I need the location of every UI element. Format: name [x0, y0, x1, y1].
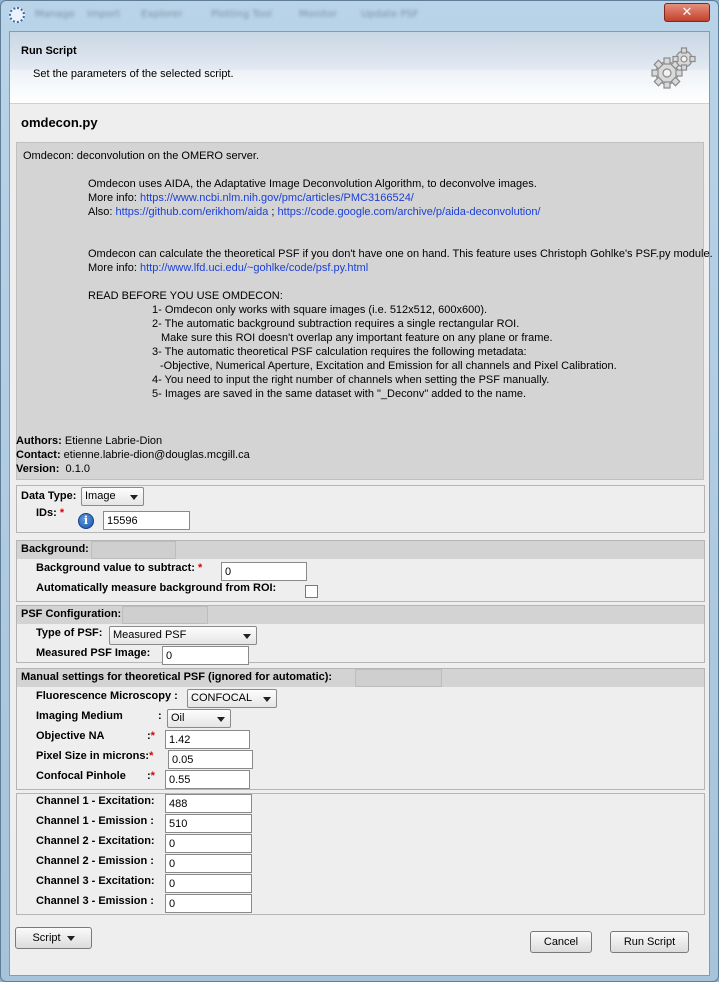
description-text: 5- Images are saved in the same dataset with "_Deconv" added to the name. [152, 388, 527, 400]
psf-title: PSF Configuration: [21, 608, 122, 620]
contact-value: etienne.labrie-dion@douglas.mcgill.ca [63, 449, 250, 461]
gears-icon [650, 46, 698, 90]
psf-header [17, 606, 704, 624]
section-tab [91, 541, 176, 559]
channel-label: Channel 1 - Excitation: [36, 795, 155, 807]
chevron-down-icon [263, 697, 271, 702]
pinhole-label: Confocal Pinhole [36, 770, 126, 782]
section-tab [355, 669, 442, 687]
psf-image-input[interactable]: 0 [162, 646, 249, 665]
dialog-subtitle: Set the parameters of the selected script. [33, 68, 234, 80]
chevron-down-icon [130, 495, 138, 500]
auto-background-checkbox[interactable] [305, 585, 318, 598]
channel-input[interactable]: 0 [165, 894, 252, 913]
objective-na-label: Objective NA [36, 730, 105, 742]
pinhole-colon [147, 770, 155, 782]
dialog-title: Run Script [21, 45, 77, 57]
psf-link[interactable]: http://www.lfd.uci.edu/~gohlke/code/psf.py.html [139, 262, 369, 274]
description-text: -Objective, Numerical Aperture, Excitation and Emission for all channels and Pixel Calibration. [160, 360, 617, 372]
required-marker: * [197, 562, 203, 574]
app-icon [9, 7, 25, 23]
version-label: Version: [16, 463, 60, 475]
ncbi-link[interactable]: https://www.ncbi.nlm.nih.gov/pmc/articles/PMC3166524/ [139, 192, 414, 204]
objective-na-input[interactable]: 1.42 [165, 730, 250, 749]
ids-label-text: IDs: [36, 507, 57, 519]
channel-input[interactable]: 488 [165, 794, 252, 813]
google-code-link[interactable]: https://code.google.com/archive/p/aida-deconvolution/ [277, 206, 541, 218]
blurred-tab: Import [87, 9, 121, 20]
description-text [88, 192, 414, 204]
description-text: ; [268, 206, 278, 218]
background-value-input[interactable]: 0 [221, 562, 307, 581]
required-marker: * [59, 507, 65, 519]
data-type-select[interactable] [81, 487, 144, 506]
channel-label: Channel 1 - Emission : [36, 815, 154, 827]
chevron-down-icon [243, 634, 251, 639]
background-value-label [36, 562, 202, 574]
authors-line [16, 435, 162, 447]
ids-input[interactable]: 15596 [103, 511, 190, 530]
psf-type-select[interactable] [109, 626, 257, 645]
title-bar [1, 1, 718, 29]
psf-type-label: Type of PSF: [36, 627, 103, 639]
description-text: Omdecon: deconvolution on the OMERO server. [23, 150, 260, 162]
close-button[interactable]: ✕ [664, 3, 710, 22]
description-text: Omdecon uses AIDA, the Adaptative Image Deconvolution Algorithm, to deconvolve images. [88, 178, 537, 190]
description-text: More info: [88, 262, 140, 274]
manual-psf-section [16, 668, 705, 790]
description-text: 4- You need to input the right number of channels when setting the PSF manually. [152, 374, 550, 386]
header-band [10, 32, 709, 70]
version-value: 0.1.0 [65, 463, 90, 475]
run-script-button[interactable]: Run Script [610, 931, 689, 953]
medium-label: Imaging Medium [36, 710, 123, 722]
description-text: Omdecon can calculate the theoretical PSF if you don't have one on hand. This feature uses Christoph Gohlke's PSF.py module. [88, 248, 713, 260]
auto-background-label: Automatically measure background from ROI: [36, 582, 277, 594]
pinhole-input[interactable]: 0.55 [165, 770, 250, 789]
description-text [88, 206, 541, 218]
objective-na-colon [147, 730, 155, 742]
pixel-size-label-text: Pixel Size in microns: [36, 750, 150, 762]
required-marker: * [150, 730, 155, 742]
medium-select[interactable] [167, 709, 231, 728]
background-title: Background: [21, 543, 89, 555]
data-type-value: Image [85, 490, 116, 502]
blurred-tab: Explorer [141, 9, 183, 20]
pixel-size-label [36, 750, 153, 762]
info-icon[interactable]: i [78, 513, 94, 529]
script-description [16, 142, 713, 480]
psf-image-label: Measured PSF Image: [36, 647, 151, 659]
script-button-label: Script [32, 932, 61, 944]
manual-header [17, 669, 704, 687]
description-text: Make sure this ROI doesn't overlap any important feature on any plane or frame. [161, 332, 553, 344]
required-marker: * [149, 750, 154, 762]
chevron-down-icon [217, 717, 225, 722]
medium-colon: : [158, 710, 162, 722]
description-text [88, 262, 368, 274]
medium-value: Oil [171, 712, 185, 724]
authors-value: Etienne Labrie-Dion [64, 435, 163, 447]
description-text: Also: [88, 206, 116, 218]
chevron-down-icon [67, 936, 75, 941]
data-type-section [16, 485, 705, 533]
channel-label: Channel 2 - Emission : [36, 855, 154, 867]
channel-input[interactable]: 0 [165, 874, 252, 893]
channel-label: Channel 2 - Excitation: [36, 835, 155, 847]
description-text: More info: [88, 192, 140, 204]
psf-section [16, 605, 705, 663]
background-header [17, 541, 704, 559]
blurred-tab: Monitor [299, 9, 338, 20]
microscopy-select[interactable] [187, 689, 277, 708]
manual-title: Manual settings for theoretical PSF (ignored for automatic): [21, 671, 333, 683]
psf-type-value: Measured PSF [113, 629, 187, 641]
cancel-button[interactable]: Cancel [530, 931, 592, 953]
script-metadata [16, 435, 704, 481]
dialog-content [9, 31, 713, 976]
channel-label: Channel 3 - Excitation: [36, 875, 155, 887]
authors-label: Authors: [16, 435, 62, 447]
channel-input[interactable]: 0 [165, 834, 252, 853]
script-name: omdecon.py [21, 115, 98, 130]
description-text: 2- The automatic background subtraction requires a single rectangular ROI. [152, 318, 520, 330]
channel-label: Channel 3 - Emission : [36, 895, 154, 907]
blurred-tab: Manage [35, 9, 75, 20]
contact-label: Contact: [16, 449, 61, 461]
required-marker: * [150, 770, 155, 782]
script-menu-button[interactable] [15, 927, 92, 949]
description-text: 3- The automatic theoretical PSF calculation requires the following metadata: [152, 346, 527, 358]
background-section [16, 540, 705, 602]
channel-input[interactable]: 510 [165, 814, 252, 833]
github-link[interactable]: https://github.com/erikhom/aida [115, 206, 269, 218]
contact-line [16, 449, 250, 461]
microscopy-label: Fluorescence Microscopy : [36, 690, 178, 702]
data-type-label: Data Type: [21, 490, 77, 502]
version-line [16, 463, 90, 475]
channel-input[interactable]: 0 [165, 854, 252, 873]
ids-label [36, 507, 64, 519]
section-tab [122, 606, 208, 624]
microscopy-value: CONFOCAL [191, 692, 253, 704]
blurred-tab: Plotting Tool [211, 9, 272, 20]
description-text: 1- Omdecon only works with square images (i.e. 512x512, 600x600). [152, 304, 488, 316]
pixel-size-input[interactable]: 0.05 [168, 750, 253, 769]
blurred-tab: Update PSF [361, 9, 419, 20]
colon: : [147, 770, 151, 782]
dialog-header [10, 32, 709, 104]
colon: : [147, 730, 151, 742]
background-value-label-text: Background value to subtract: [36, 562, 195, 574]
channels-section [16, 793, 705, 915]
description-text: READ BEFORE YOU USE OMDECON: [88, 290, 283, 302]
